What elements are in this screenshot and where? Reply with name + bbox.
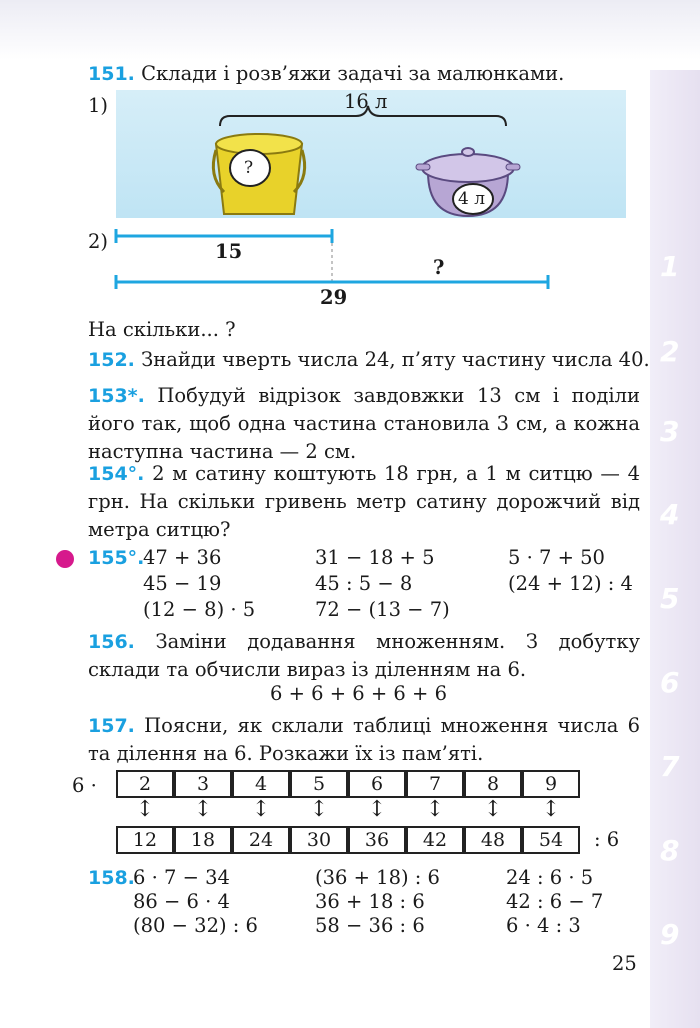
table-cell: 2: [116, 770, 174, 798]
side-digit: 2: [660, 335, 680, 368]
side-digit: 9: [660, 918, 680, 951]
expr: (80 − 32) : 6: [133, 914, 258, 937]
expr: (36 + 18) : 6: [315, 866, 440, 889]
exercise-text: Склади і розв’яжи задачі за малюнками.: [141, 62, 565, 85]
table-cell: 48: [464, 826, 522, 854]
side-digit: 3: [660, 415, 680, 448]
expr: 72 − (13 − 7): [315, 598, 450, 621]
segment-total-label: 29: [320, 286, 348, 309]
side-digit: 6: [660, 666, 680, 699]
table-cell: 54: [522, 826, 580, 854]
exercise-text: Заміни додавання множенням. З добутку склади та обчисли вираз із діленням на 6.: [88, 630, 640, 681]
exercise-number: 153*.: [88, 385, 145, 407]
exercise-151-question: На скільки... ?: [88, 318, 236, 341]
expr: 45 − 19: [143, 572, 222, 595]
bucket-label: ?: [244, 158, 254, 178]
table-cell: 4: [232, 770, 290, 798]
table-cell: 9: [522, 770, 580, 798]
exercise-158-number: [88, 864, 135, 892]
expr: 47 + 36: [143, 546, 222, 569]
exercise-157: [88, 712, 640, 768]
exercise-number: 158.: [88, 867, 135, 889]
expr: 31 − 18 + 5: [315, 546, 435, 569]
side-digit: 5: [660, 582, 680, 615]
side-digit: 4: [660, 498, 680, 531]
expr: (24 + 12) : 4: [508, 572, 633, 595]
exercise-152: [88, 346, 650, 374]
bullet-icon: [56, 550, 74, 568]
expression: 6 + 6 + 6 + 6 + 6: [270, 682, 447, 705]
updown-arrow-icon: ↕: [193, 797, 213, 822]
expr: 6 · 7 − 34: [133, 866, 230, 889]
table-cell: 12: [116, 826, 174, 854]
exercise-number: 156.: [88, 631, 135, 653]
exercise-text: 2 м сатину коштують 18 грн, а 1 м ситцю — 4 грн. На скільки гривень метр сатину дорожчий від метра ситцю?: [88, 462, 641, 541]
exercise-text: Знайди чверть числа 24, п’яту частину числа 40.: [141, 348, 650, 371]
exercise-155-number: [88, 544, 144, 572]
exercise-number: 154°.: [88, 463, 145, 485]
page-number: 25: [612, 952, 637, 975]
exercise-text: Поясни, як склали таблиці множення числа 6 та ділення на 6. Розкажи їх із пам’яті.: [88, 714, 640, 765]
expr: 42 : 6 − 7: [506, 890, 604, 913]
table-cell: 18: [174, 826, 232, 854]
exercise-number: 157.: [88, 715, 135, 737]
segment-unknown-label: ?: [433, 256, 445, 279]
table-cell: 36: [348, 826, 406, 854]
brace-label: 16 л: [344, 90, 388, 113]
exercise-number: 152.: [88, 349, 135, 371]
table-cell: 3: [174, 770, 232, 798]
row-prefix: 6 ·: [72, 774, 97, 797]
exercise-text: Побудуй відрізок завдовжки 13 см і поділи його так, щоб одна частина становила 3 см, а кожна наступна частина — 2 см.: [88, 384, 640, 463]
updown-arrow-icon: ↕: [483, 797, 503, 822]
table-cell: 30: [290, 826, 348, 854]
exercise-154: [88, 460, 640, 544]
expr: 45 : 5 − 8: [315, 572, 413, 595]
expr: 24 : 6 · 5: [506, 866, 594, 889]
exercise-number: 151.: [88, 63, 135, 85]
side-digit: 8: [660, 834, 680, 867]
updown-arrow-icon: ↕: [367, 797, 387, 822]
updown-arrow-icon: ↕: [251, 797, 271, 822]
expr: 36 + 18 : 6: [315, 890, 425, 913]
segment-short-label: 15: [215, 240, 243, 263]
expr: 5 · 7 + 50: [508, 546, 605, 569]
expr: (12 − 8) · 5: [143, 598, 256, 621]
expr: 6 · 4 : 3: [506, 914, 581, 937]
side-digit: 7: [660, 750, 680, 783]
updown-arrow-icon: ↕: [541, 797, 561, 822]
updown-arrow-icon: ↕: [425, 797, 445, 822]
table-cell: 42: [406, 826, 464, 854]
table-cell: 8: [464, 770, 522, 798]
table-cell: 7: [406, 770, 464, 798]
exercise-153: [88, 382, 640, 466]
part-1-label: 1): [88, 94, 109, 117]
part-2-label: 2): [88, 230, 109, 253]
side-digit: 1: [660, 250, 680, 283]
updown-arrow-icon: ↕: [135, 797, 155, 822]
exercise-156: [88, 628, 640, 684]
table-cell: 24: [232, 826, 290, 854]
expr: 58 − 36 : 6: [315, 914, 425, 937]
updown-arrow-icon: ↕: [309, 797, 329, 822]
table-cell: 5: [290, 770, 348, 798]
row-suffix: : 6: [594, 828, 620, 851]
pot-label: 4 л: [458, 189, 486, 209]
exercise-number: 155°.: [88, 547, 145, 569]
expr: 86 − 6 · 4: [133, 890, 230, 913]
table-cell: 6: [348, 770, 406, 798]
segment-diagram: [0, 0, 700, 320]
